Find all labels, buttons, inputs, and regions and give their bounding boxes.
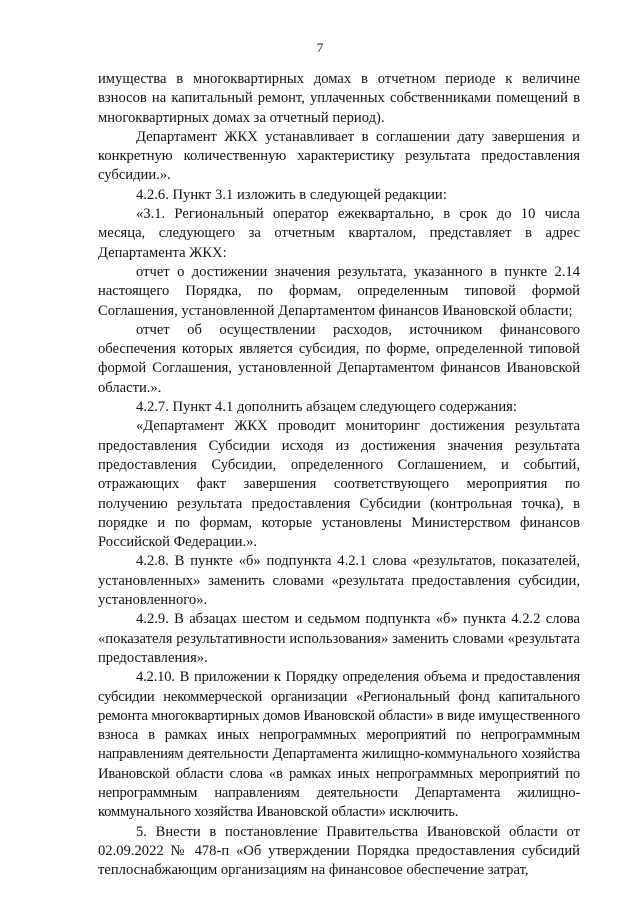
paragraph-continuation: имущества в многоквартирных домах в отчетном периоде к величине взносов на капитальный ремонт, уплаченных собственниками помещений в многоквартирных домах за отчетный период).	[98, 71, 580, 126]
paragraph-4-2-7: 4.2.7. Пункт 4.1 дополнить абзацем следующего содержания:	[136, 399, 517, 416]
paragraph-department-agreement: Департамент ЖКХ устанавливает в соглашении дату завершения и конкретную количественную характеристику результата предоставления субсидии.».	[98, 128, 580, 184]
paragraph-5: 5. Внести в постановление Правительства Ивановской области от 02.09.2022 № 478-п «Об утверждении Порядка предоставления субсидий теплоснабжающим организациям на финансовое обеспечение затрат,	[98, 823, 580, 879]
document-body	[98, 70, 580, 880]
paragraph-4-2-10: 4.2.10. В приложении к Порядку определения объема и предоставления субсидии некоммерческой организации «Региональный фонд капитального ремонта многоквартирных домов Ивановской области» в виде имущественного взноса в рамках иных непрограммных мероприятий по непрограммным направлениям деятельности Департамента жилищно-коммунального хозяйства Ивановской области слова «в рамках иных непрограммных мероприятий по непрограммным направлениям деятельности Департамента жилищно-коммунального хозяйства Ивановской области» исключить.	[98, 669, 580, 821]
paragraph-3-1-quote: «3.1. Региональный оператор ежеквартально, в срок до 10 числа месяца, следующего за отчетным кварталом, представляет в адрес Департамента ЖКХ:	[98, 206, 580, 261]
paragraph-4-2-9: 4.2.9. В абзацах шестом и седьмом подпункта «б» пункта 4.2.2 слова «показателя результативности использования» заменить словами «результата предоставления».	[98, 611, 580, 666]
paragraph-report-expenses: отчет об осуществлении расходов, источником финансового обеспечения которых является субсидия, по форме, определенной типовой формой Соглашения, установленной Департаментом финансов Ивановской области.».	[98, 321, 580, 396]
paragraph-4-2-8: 4.2.8. В пункте «б» подпункта 4.2.1 слова «результатов, показателей, установленных» заменить словами «результата предоставления субсидии, установленного».	[98, 553, 580, 609]
paragraph-report-result: отчет о достижении значения результата, указанного в пункте 2.14 настоящего Порядка, по формам, определенным типовой формой Соглашения, установленной Департаментом финансов Ивановской области;	[98, 263, 580, 319]
paragraph-4-2-6: 4.2.6. Пункт 3.1 изложить в следующей редакции:	[136, 186, 447, 203]
paragraph-monitoring-quote: «Департамент ЖКХ проводит мониторинг достижения результата предоставления Субсидии исходя из достижения значения результата предоставления Субсидии, определенного Соглашением, и событий, отражающих факт завершения соответствующего мероприятия по получению результата предоставления Субсидии (контрольная точка), в порядке и по формам, которые установлены Министерством финансов Российской Федерации.».	[98, 418, 580, 551]
page-number: 7	[316, 40, 324, 55]
